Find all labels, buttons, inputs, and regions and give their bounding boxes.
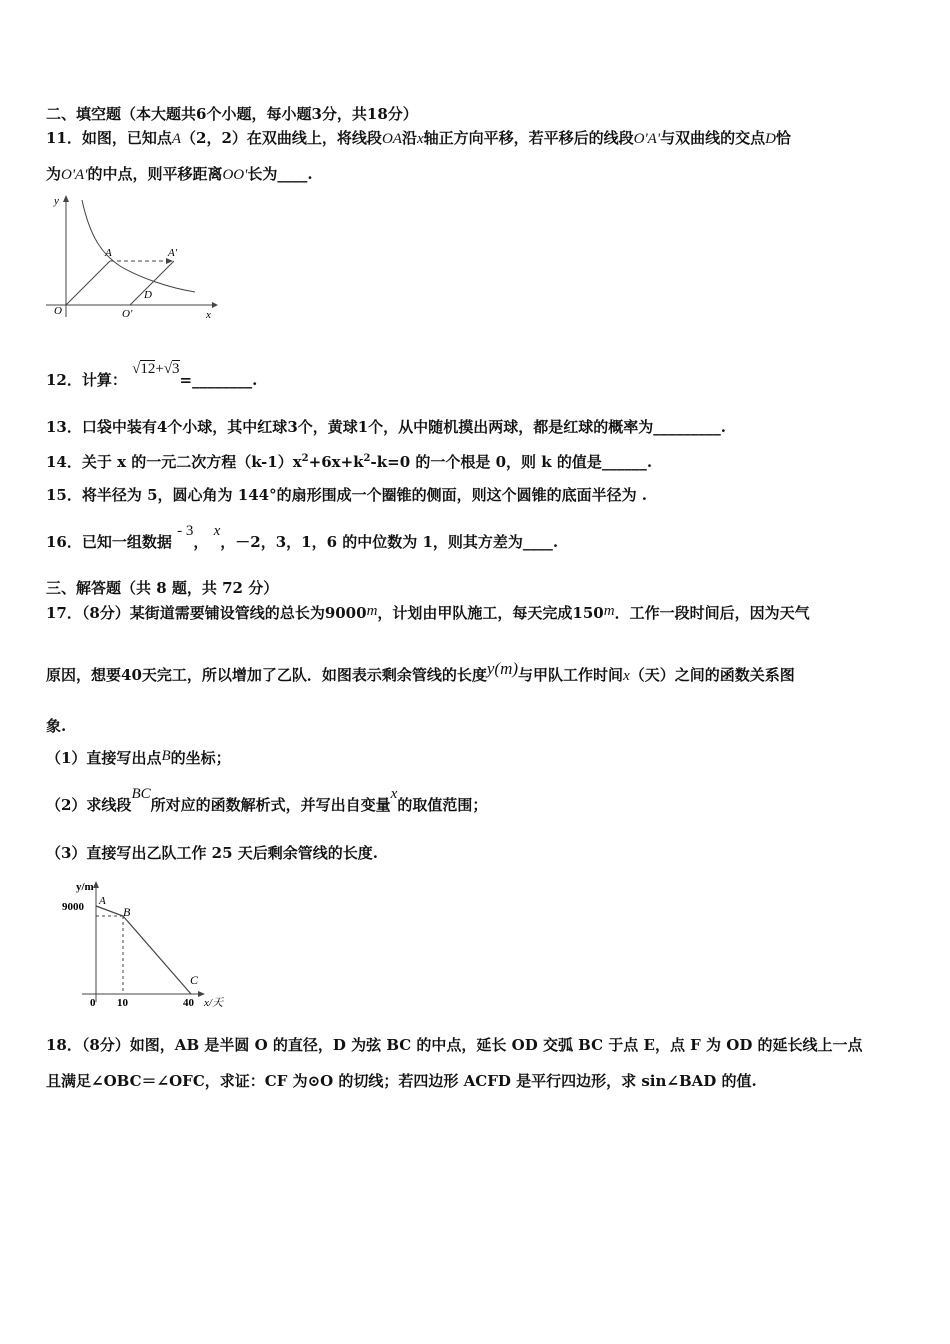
q11-point-d: D [765, 131, 776, 147]
label-c: C [190, 973, 199, 987]
q12-text: =________. [179, 371, 258, 389]
question-15: 15．将半径为 5，圆心角为 144°的扇形围成一个圈锥的侧面，则这个圆锥的底面半径为 . [46, 486, 648, 504]
label-o-prime: O' [122, 308, 133, 320]
q17-y-m: y(m) [486, 659, 519, 678]
tick-0: 0 [90, 997, 96, 1009]
q16-text: ，－2，3，1，6 的中位数为 1，则其方差为____. [220, 533, 559, 551]
q17-var-x: x [623, 668, 630, 684]
y-axis-arrow-icon [63, 195, 69, 202]
graph-line-abc [96, 906, 191, 994]
q17-text: 17．（8分）某街道需要铺设管线的总长为9000 [46, 604, 367, 622]
q16-sep: ， [193, 533, 209, 551]
q11-text: 与双曲线的交点 [660, 129, 766, 147]
question-17-line-2 [46, 659, 795, 686]
q17-graph-figure [60, 876, 240, 1010]
label-a: A [99, 895, 106, 907]
q16-text: 16．已知一组数据 [46, 533, 172, 551]
q17-text: 与甲队工作时间 [518, 666, 624, 684]
q17-text: （2）求线段 [46, 796, 132, 814]
section-3-heading: 三、解答题（共 8 题，共 72 分） [46, 579, 279, 597]
label-a: A [105, 247, 112, 259]
q17-unit-m: m [603, 603, 615, 619]
q12-plus: + [155, 361, 164, 377]
q14-superscript: 2 [363, 453, 371, 464]
q11-text: 11．如图，已知点 [46, 129, 172, 147]
x-axis-arrow-icon [212, 302, 218, 308]
q14-text: 14．关于 x 的一元二次方程（k-1）x [46, 453, 302, 471]
q11-text: 沿 [401, 129, 417, 147]
label-d: D [144, 289, 152, 301]
q12-radicand-2: 3 [172, 361, 180, 377]
label-x: x [206, 309, 211, 321]
question-18-line-1: 18．（8分）如图，AB 是半圆 O 的直径，D 为弦 BC 的中点，延长 OD 交弧 BC 于点 E，点 F 为 OD 的延长线上一点 [46, 1036, 863, 1054]
q12-text: 12．计算： [46, 371, 127, 389]
q17-text: ，计划由甲队施工，每天完成150 [377, 604, 604, 622]
tick-40: 40 [183, 997, 194, 1009]
q17-text: 的坐标； [170, 749, 231, 767]
question-17-line-3: 象. [46, 717, 67, 735]
sqrt-sign-icon: √ [163, 361, 173, 377]
q11-seg-oa-prime-2: O'A' [61, 167, 88, 183]
sqrt-sign-icon: √ [132, 361, 141, 377]
q11-text: 轴正方向平移，若平移后的线段 [423, 129, 634, 147]
question-16 [46, 523, 559, 553]
tick-10: 10 [117, 997, 128, 1009]
label-o: O [54, 305, 62, 317]
q16-value-x: x [213, 523, 221, 539]
q11-coords: （2，2） [181, 129, 247, 147]
q12-radicand-1: 12 [140, 361, 156, 377]
section-2-heading: 二、填空题（本大题共6个小题，每小题3分，共18分） [46, 105, 418, 123]
q11-seg-oo-prime: OO' [222, 167, 248, 183]
q17-point-b: B [161, 748, 171, 764]
q16-value-1: - 3 [177, 523, 194, 539]
label-b: B [123, 905, 131, 919]
question-12 [46, 361, 258, 391]
q11-point-a: A [171, 131, 182, 147]
q17-text: 原因，想要40天完工，所以增加了乙队．如图表示剩余管线的长度 [46, 666, 487, 684]
q17-text: （天）之间的函数关系图 [629, 666, 795, 684]
question-11-line-2 [46, 164, 313, 185]
q14-superscript: 2 [301, 453, 309, 464]
segment-oa [66, 261, 110, 305]
question-17-part-3: （3）直接写出乙队工作 25 天后剩余管线的长度. [46, 844, 378, 862]
question-17-line-1 [46, 603, 810, 624]
question-17-part-2 [46, 786, 488, 816]
y-axis-arrow-icon [93, 881, 99, 888]
q11-var-x: x [416, 131, 424, 147]
q11-text: 为 [46, 165, 62, 183]
label-y-m: y/m [76, 881, 94, 893]
label-x-days: x/天 [204, 997, 223, 1009]
label-y: y [54, 195, 59, 207]
q17-text: ．工作一段时间后，因为天气 [614, 604, 810, 622]
q11-text: 的中点，则平移距离 [87, 165, 223, 183]
hyperbola-curve [82, 200, 195, 292]
q17-text: 所对应的函数解析式，并写出自变量 [150, 796, 391, 814]
segment-oa-prime [130, 261, 174, 305]
q11-text: 恰 [775, 129, 791, 147]
question-17-part-1 [46, 748, 231, 769]
q17-var-x-2: x [390, 786, 398, 802]
q11-text: 长为____. [247, 165, 313, 183]
question-11-line-1 [46, 128, 791, 149]
q12-expression [132, 361, 179, 377]
q11-text: 在双曲线上，将线段 [246, 129, 382, 147]
q14-text: -k=0 的一个根是 0，则 k 的值是______. [370, 453, 653, 471]
q17-text: 的取值范围； [397, 796, 488, 814]
q11-seg-oa-prime: O'A' [633, 131, 661, 147]
tick-9000: 9000 [62, 901, 84, 913]
label-a-prime: A' [168, 247, 178, 259]
q14-text: +6x+k [308, 453, 364, 471]
question-14 [46, 452, 652, 472]
question-13: 13．口袋中装有4个小球，其中红球3个，黄球1个，从中随机摸出两球，都是红球的概率为_________. [46, 418, 726, 436]
q17-text: （1）直接写出点 [46, 749, 162, 767]
q11-seg-oa: OA [381, 131, 402, 147]
question-18-line-2: 且满足∠OBC＝∠OFC，求证：CF 为⊙O 的切线；若四边形 ACFD 是平行四边形，求 sin∠BAD 的值. [46, 1072, 757, 1090]
q17-unit-m: m [366, 603, 378, 619]
q17-seg-bc: BC [131, 786, 151, 802]
q11-hyperbola-figure [40, 192, 220, 322]
